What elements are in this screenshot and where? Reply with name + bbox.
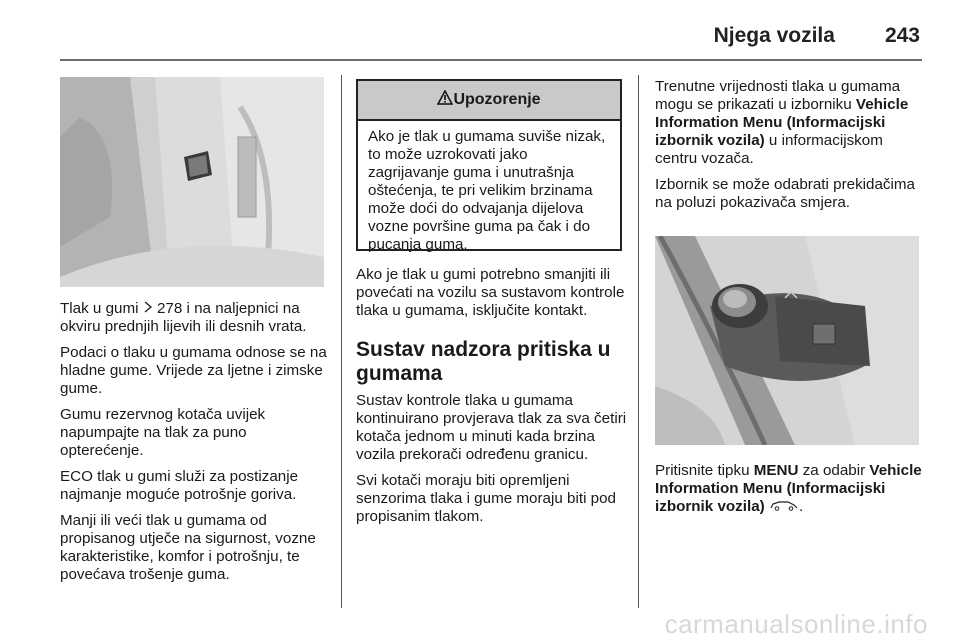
- paragraph: Izbornik se može odabrati prekidačima na poluzi pokazivača smjera.: [655, 176, 915, 211]
- paragraph: Trenutne vrijednosti tlaka u gumama mogu se prikazati u izborniku Vehicle Information Menu (Informacijski izbornik vozila) u informacijskom centru vozača.: [655, 78, 909, 167]
- page-reference[interactable]: 278: [156, 300, 183, 318]
- paragraph: Podaci o tlaku u gumama odnose se na hladne gume. Vrijede za ljetne i zimske gume.: [60, 344, 327, 398]
- page-header: [714, 16, 920, 56]
- paragraph: Svi kotači moraju biti opremljeni senzorima tlaka i gume moraju biti pod propisanim tlakom.: [356, 472, 616, 525]
- column-1-text: [60, 300, 330, 592]
- paragraph: Ako je tlak u gumi potrebno smanjiti ili povećati na vozilu sa sustavom kontrole tlaka u gumama, isključite kontakt.: [356, 266, 625, 319]
- paragraph: Pritisnite tipku MENU za odabir Vehicle Information Menu (Informacijski izbornik vozila) .: [655, 462, 922, 516]
- section-heading: Sustav nadzora pritiska u gumama: [356, 338, 611, 385]
- column-3-instructions: [655, 462, 923, 524]
- warning-box: [356, 79, 622, 251]
- tyre-pressure-location: Tlak u gumi 278 i na naljepnici na okviru prednjih lijevih ili desnih vrata.: [60, 300, 307, 336]
- warning-header: [358, 81, 620, 121]
- warning-text: Ako je tlak u gumama suviše nizak, to može uzrokovati jako zagrijavanje guma i unutrašnja oštećenja, te pri velikim brzinama može doći do odvajanja dijelova vozne površine guma pa čak i do pucanja guma.: [368, 128, 606, 253]
- column-3-text: [655, 78, 923, 220]
- section-title: Njega vozila: [713, 24, 835, 47]
- door-frame-label-photo: [60, 77, 324, 287]
- column-divider: [341, 75, 342, 608]
- paragraph: Gumu rezervnog kotača uvijek napumpajte na tlak za puno opterećenje.: [60, 406, 266, 460]
- watermark: carmanualsonline.info: [664, 609, 928, 639]
- paragraph: ECO tlak u gumi služi za postizanje najmanje moguće potrošnje goriva.: [60, 468, 299, 504]
- column-2-text: [356, 266, 628, 534]
- paragraph: Sustav kontrole tlaka u gumama kontinuirano provjerava tlak za sva četiri kotača jednom u minuti kada brzina vozila prekorači određenu granicu.: [356, 392, 627, 463]
- car-icon: [769, 498, 799, 516]
- indicator-lever-photo: [655, 236, 919, 445]
- header-rule: [60, 59, 922, 61]
- warning-triangle-icon: [437, 90, 453, 110]
- paragraph: Manji ili veći tlak u gumama od propisanog utječe na sigurnost, vozne karakteristike, komfor i potrošnju, te povećava trošenje guma.: [60, 512, 316, 584]
- page-number: 243: [884, 24, 920, 47]
- menu-name: Vehicle Information Menu (Informacijski izbornik vozila): [655, 462, 922, 516]
- page-reference-icon: [143, 300, 153, 318]
- warning-title: Upozorenje: [453, 91, 541, 108]
- menu-button-label: MENU: [753, 462, 799, 479]
- column-divider: [638, 75, 639, 608]
- menu-name: Vehicle Information Menu (Informacijski izbornik vozila): [655, 96, 909, 149]
